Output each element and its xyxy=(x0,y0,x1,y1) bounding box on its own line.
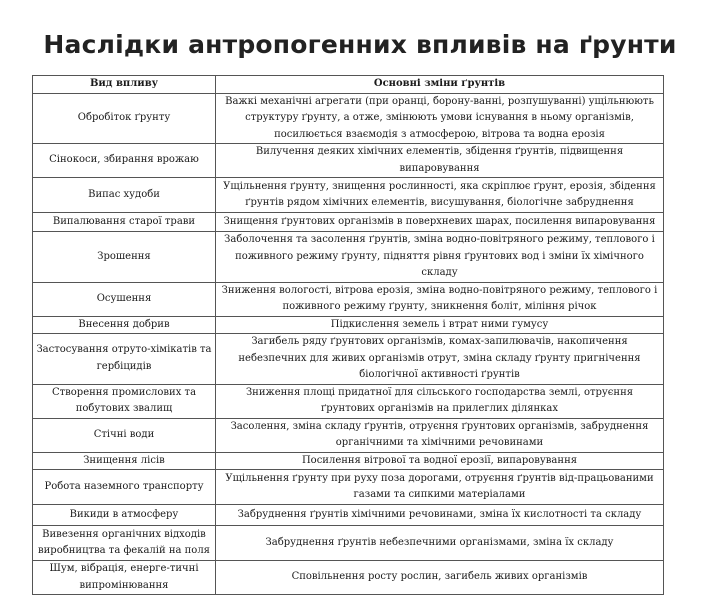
impact-cell: Робота наземного транспорту xyxy=(33,470,216,505)
changes-cell: Знищення ґрунтових організмів в поверхневих шарах, посилення випаровування xyxy=(216,213,664,232)
changes-cell: Заболочення та засолення ґрунтів, зміна водно-повітряного режиму, теплового і поживного режиму ґрунту, підняття рівня ґрунтових вод і зміни їх хімічного складу xyxy=(216,232,664,283)
column-header-impact: Вид впливу xyxy=(33,76,216,94)
table-row xyxy=(33,561,664,595)
impact-cell: Осушення xyxy=(33,282,216,316)
impact-cell: Викиди в атмосферу xyxy=(33,505,216,526)
table-row xyxy=(33,470,664,505)
impact-cell: Зрошення xyxy=(33,232,216,283)
impact-cell: Шум, вібрація, енерге-тичні випромінювання xyxy=(33,561,216,595)
table-row xyxy=(33,526,664,561)
impact-cell: Вивезення органічних відходів виробництва та фекалій на поля xyxy=(33,526,216,561)
table-row xyxy=(33,334,664,385)
changes-cell: Забруднення ґрунтів небезпечними організмами, зміна їх складу xyxy=(216,526,664,561)
table-row xyxy=(33,505,664,526)
changes-cell: Зниження площі придатної для сільського господарства землі, отруєння ґрунтових організмів на прилеглих ділянках xyxy=(216,384,664,418)
table-row xyxy=(33,316,664,334)
page-title: Наслідки антропогенних впливів на ґрунти xyxy=(43,30,677,59)
changes-cell: Посилення вітрової та водної ерозії, випаровування xyxy=(216,452,664,470)
impact-cell: Випас худоби xyxy=(33,178,216,213)
impact-cell: Створення промислових та побутових звалищ xyxy=(33,384,216,418)
changes-cell: Ущільнення ґрунту при руху поза дорогами, отруєння ґрунтів від-працьованими газами та сипкими матеріалами xyxy=(216,470,664,505)
table-row xyxy=(33,452,664,470)
changes-cell: Сповільнення росту рослин, загибель живих організмів xyxy=(216,561,664,595)
changes-cell: Важкі механічні агрегати (при оранці, борону-ванні, розпушуванні) ущільнюють структуру ґрунту, а отже, змінюють умови існування в ньому організмів, посилюється взаємодія з атмосферою, вітрова та водна ерозія xyxy=(216,93,664,144)
impact-cell: Стічні води xyxy=(33,418,216,452)
table-row xyxy=(33,213,664,232)
changes-cell: Зниження вологості, вітрова ерозія, зміна водно-повітряного режиму, теплового і поживного режиму ґрунту, зникнення боліт, міління річок xyxy=(216,282,664,316)
changes-cell: Ущільнення ґрунту, знищення рослинності, яка скріплює ґрунт, ерозія, збідення ґрунтів рядом хімічних елементів, висушування, біологічне забруднення xyxy=(216,178,664,213)
impact-cell: Випалювання старої трави xyxy=(33,213,216,232)
changes-cell: Підкислення земель і втрат ними гумусу xyxy=(216,316,664,334)
table-row xyxy=(33,282,664,316)
table-row xyxy=(33,93,664,144)
table-header-row xyxy=(33,76,664,94)
changes-cell: Вилучення деяких хімічних елементів, збідення ґрунтів, підвищення випаровування xyxy=(216,144,664,178)
table-row xyxy=(33,384,664,418)
table-row xyxy=(33,178,664,213)
impact-cell: Сінокоси, збирання врожаю xyxy=(33,144,216,178)
changes-cell: Загибель ряду ґрунтових організмів, комах-запилювачів, накопичення небезпечних для живих організмів отрут, зміна складу ґрунту пригнічення біологічної активності ґрунтів xyxy=(216,334,664,385)
changes-cell: Засолення, зміна складу ґрунтів, отруєння ґрунтових організмів, забруднення органічними та хімічними речовинами xyxy=(216,418,664,452)
column-header-changes: Основні зміни ґрунтів xyxy=(216,76,664,94)
changes-cell: Забруднення ґрунтів хімічними речовинами, зміна їх кислотності та складу xyxy=(216,505,664,526)
table-row xyxy=(33,232,664,283)
effects-table xyxy=(32,75,664,595)
table-row xyxy=(33,418,664,452)
table-row xyxy=(33,144,664,178)
impact-cell: Знищення лісів xyxy=(33,452,216,470)
impact-cell: Застосування отруто-хімікатів та гербіцидів xyxy=(33,334,216,385)
impact-cell: Внесення добрив xyxy=(33,316,216,334)
impact-cell: Обробіток ґрунту xyxy=(33,93,216,144)
